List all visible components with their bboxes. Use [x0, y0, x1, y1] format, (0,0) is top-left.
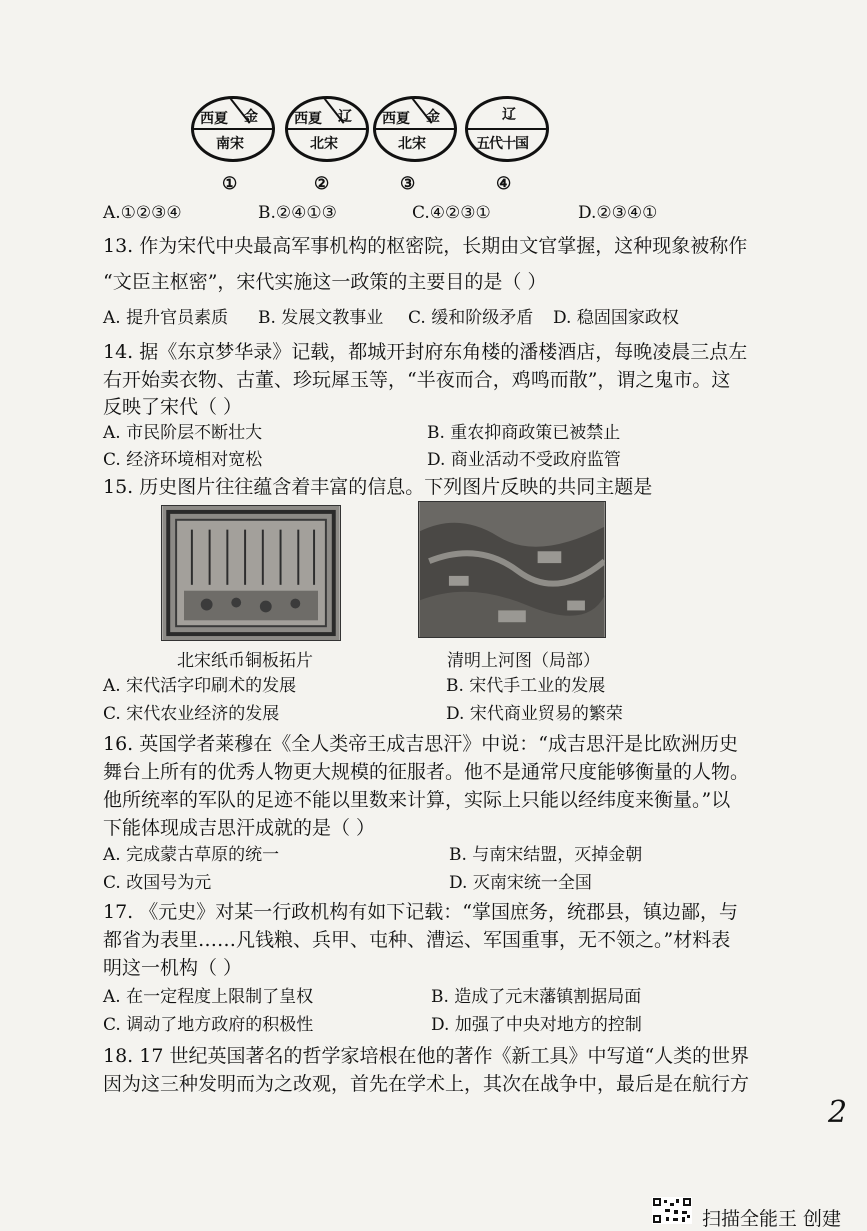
diagram-1: [191, 96, 277, 166]
q16-line-3: 他所统率的军队的足迹不能以里数来计算，实际上只能以经纬度来衡量。”以: [103, 789, 731, 811]
diagram-4-bottom: 五代十国: [476, 136, 528, 152]
q13-option-b: B. 发展文教事业: [258, 308, 384, 328]
diagram-3-number: ③: [400, 174, 416, 194]
q17-option-c: C. 调动了地方政府的积极性: [103, 1015, 314, 1035]
q15-option-d: D. 宋代商业贸易的繁荣: [446, 704, 623, 724]
q12-option-b: B.②④①③: [258, 203, 337, 223]
diagram-2-bottom: 北宋: [310, 136, 338, 152]
diagram-4-number: ④: [496, 174, 512, 194]
q12-option-d: D.②③④①: [578, 203, 658, 223]
q16-option-a: A. 完成蒙古草原的统一: [103, 845, 280, 865]
diagram-2-left: 西夏: [294, 111, 322, 127]
q14-line-1: 14. 据《东京梦华录》记载，都城开封府东角楼的潘楼酒店，每晚凌晨三点左: [103, 341, 748, 363]
q16-line-1: 16. 英国学者莱穆在《全人类帝王成吉思汗》中说：“成吉思汗是比欧洲历史: [103, 733, 738, 755]
caption-qingming: 清明上河图（局部）: [447, 651, 600, 671]
diagram-1-bottom: 南宋: [216, 136, 244, 152]
diagram-3-left: 西夏: [382, 111, 410, 127]
q18-line-2: 因为这三种发明而为之改观，首先在学术上，其次在战争中，最后是在航行方: [103, 1073, 750, 1095]
q13-line-2: “文臣主枢密”，宋代实施这一政策的主要目的是（ ）: [103, 271, 547, 293]
q14-line-3: 反映了宋代（ ）: [103, 396, 243, 418]
diagram-3-bottom: 北宋: [398, 136, 426, 152]
q14-line-2: 右开始卖衣物、古董、珍玩犀玉等，“半夜而合，鸡鸣而散”，谓之鬼市。这: [103, 369, 731, 391]
diagram-4: [465, 96, 551, 166]
q17-line-2: 都省为表里……凡钱粮、兵甲、屯种、漕运、军国重事，无不领之。”材料表: [103, 929, 731, 951]
q16-line-2: 舞台上所有的优秀人物更大规模的征服者。他不是通常尺度能够衡量的人物。: [103, 761, 750, 783]
page-number: 2: [828, 1095, 848, 1130]
q15-line-1: 15. 历史图片往往蕴含着丰富的信息。下列图片反映的共同主题是: [103, 476, 653, 498]
q14-option-d: D. 商业活动不受政府监管: [427, 450, 621, 470]
q17-line-3: 明这一机构（ ）: [103, 957, 243, 979]
banknote-plate-image: [161, 505, 341, 641]
diagram-1-left: 西夏: [200, 111, 228, 127]
diagram-2-number: ②: [314, 174, 330, 194]
diagram-1-right: 金: [244, 109, 258, 125]
q16-option-d: D. 灭南宋统一全国: [449, 873, 592, 893]
q16-option-b: B. 与南宋结盟，灭掉金朝: [449, 845, 643, 865]
q14-option-c: C. 经济环境相对宽松: [103, 450, 263, 470]
q17-option-b: B. 造成了元末藩镇割据局面: [431, 987, 642, 1007]
q15-option-c: C. 宋代农业经济的发展: [103, 704, 280, 724]
qr-code-icon: [652, 1197, 692, 1224]
q15-option-b: B. 宋代手工业的发展: [446, 676, 606, 696]
q17-line-1: 17. 《元史》对某一行政机构有如下记载：“掌国庶务，统郡县，镇边鄙，与: [103, 901, 738, 923]
q12-option-c: C.④②③①: [412, 203, 491, 223]
diagram-1-number: ①: [222, 174, 238, 194]
q13-line-1: 13. 作为宋代中央最高军事机构的枢密院，长期由文官掌握，这种现象被称作: [103, 235, 748, 257]
q14-option-b: B. 重农抑商政策已被禁止: [427, 423, 621, 443]
diagram-2-right: 辽: [338, 109, 352, 125]
q14-option-a: A. 市民阶层不断壮大: [103, 423, 263, 443]
q12-option-a: A.①②③④: [103, 203, 182, 223]
diagram-4-top: 辽: [502, 107, 516, 123]
q18-line-1: 18. 17 世纪英国著名的哲学家培根在他的著作《新工具》中写道“人类的世界: [103, 1045, 750, 1067]
q16-option-c: C. 改国号为元: [103, 873, 212, 893]
q15-option-a: A. 宋代活字印刷术的发展: [103, 676, 297, 696]
diagram-3: [373, 96, 459, 166]
qingming-painting-image: [418, 501, 606, 638]
q17-option-a: A. 在一定程度上限制了皇权: [103, 987, 314, 1007]
diagram-2: [285, 96, 371, 166]
q13-option-a: A. 提升官员素质: [103, 308, 229, 328]
q13-option-c: C. 缓和阶级矛盾: [408, 308, 534, 328]
diagram-3-right: 金: [426, 109, 440, 125]
q17-option-d: D. 加强了中央对地方的控制: [431, 1015, 642, 1035]
q16-line-4: 下能体现成吉思汗成就的是（ ）: [103, 817, 376, 839]
q13-option-d: D. 稳固国家政权: [553, 308, 679, 328]
caption-banknote: 北宋纸币铜板拓片: [177, 651, 313, 671]
scanner-watermark: 扫描全能王 创建: [701, 1208, 841, 1230]
